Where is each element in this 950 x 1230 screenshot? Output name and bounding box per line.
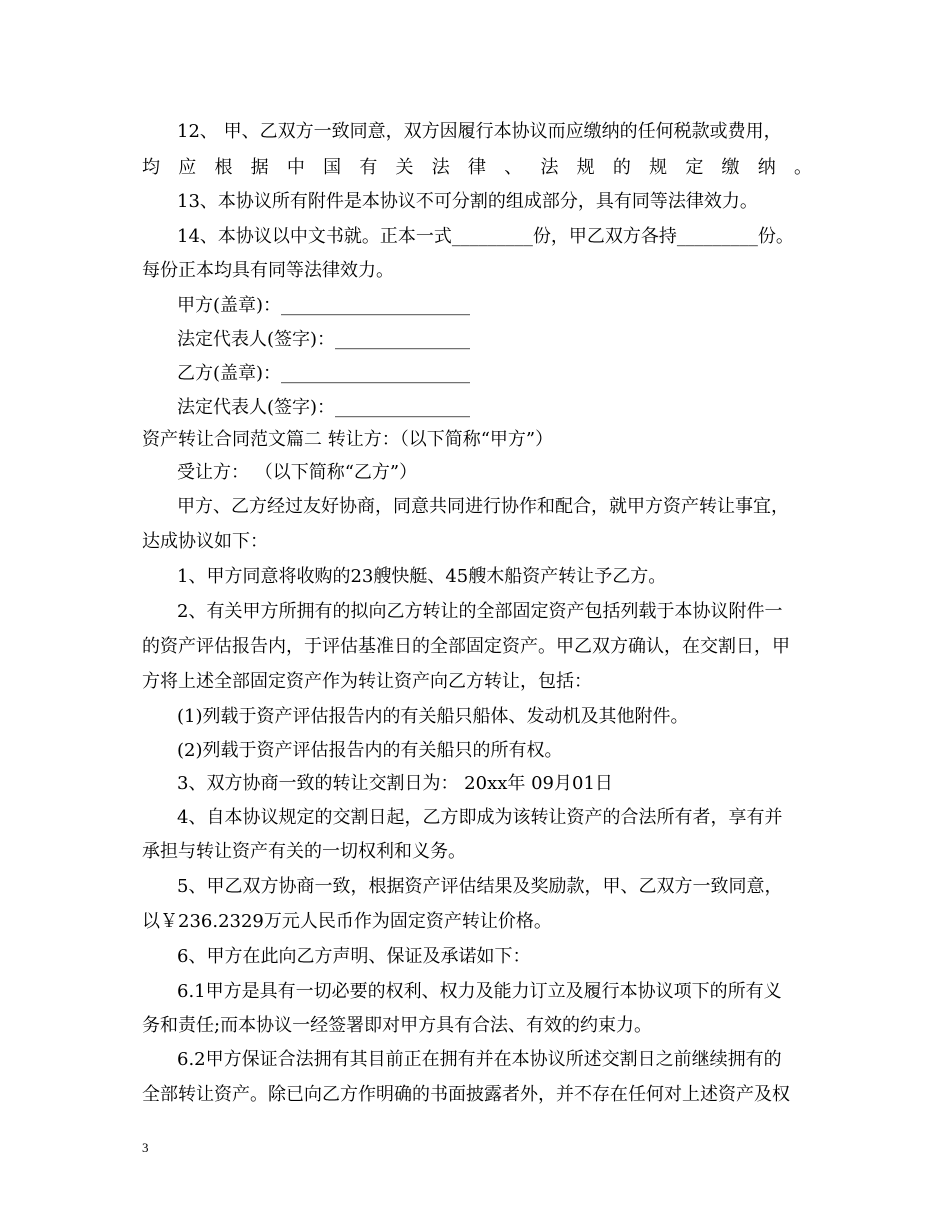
- text-line: (1)列载于资产评估报告内的有关船只船体、发动机及其他附件。: [177, 706, 689, 727]
- text-line: 全部转让资产。除已向乙方作明确的书面披露者外，并不存在任何对上述资产及权: [142, 1084, 790, 1105]
- text-line: 6.1甲方是具有一切必要的权利、权力及能力订立及履行本协议项下的所有义: [177, 981, 782, 1002]
- signature-line-party-a: 甲方(盖章)：_____________________: [177, 295, 471, 316]
- text-line: 受让方： （以下简称“乙方”）: [177, 462, 418, 483]
- text-line: 4、自本协议规定的交割日起，乙方即成为该转让资产的合法所有者，享有并: [177, 807, 783, 828]
- text-line: 1、甲方同意将收购的23艘快艇、45艘木船资产转让予乙方。: [177, 566, 667, 587]
- text-line: 6、甲方在此向乙方声明、保证及承诺如下：: [177, 946, 531, 967]
- text-line: 3、双方协商一致的转让交割日为： 20xx年 09月01日: [177, 773, 613, 794]
- section-heading: 资产转让合同范文篇二 转让方：（以下简称“甲方”）: [142, 429, 554, 450]
- signature-line-party-b: 乙方(盖章)：_____________________: [177, 363, 471, 384]
- page-number: 3: [142, 1140, 149, 1155]
- text-line: 达成协议如下：: [142, 531, 268, 552]
- text-line: 的资产评估报告内，于评估基准日的全部固定资产。甲乙双方确认，在交割日，甲: [142, 636, 790, 657]
- text-line: 方将上述全部固定资产作为转让资产向乙方转让，包括：: [142, 671, 592, 692]
- text-line: 2、有关甲方所拥有的拟向乙方转让的全部固定资产包括列载于本协议附件一: [177, 601, 783, 622]
- text-line: (2)列载于资产评估报告内的有关船只的所有权。: [177, 740, 563, 761]
- text-line: 均应根据中国有关法律、法规的规定缴纳。: [142, 157, 812, 178]
- text-line: 13、本协议所有附件是本协议不可分割的组成部分，具有同等法律效力。: [177, 191, 758, 212]
- text-line: 承担与转让资产有关的一切权利和义务。: [142, 841, 466, 862]
- signature-line-representative-a: 法定代表人(签字)：_______________: [177, 329, 471, 350]
- text-line: 以￥236.2329万元人民币作为固定资产转让价格。: [142, 911, 552, 932]
- text-line: 每份正本均具有同等法律效力。: [142, 260, 394, 281]
- text-line: 14、本协议以中文书就。正本一式_________份，甲乙双方各持_________份。: [177, 226, 794, 247]
- text-line: 5、甲乙双方协商一致，根据资产评估结果及奖励款，甲、乙双方一致同意，: [177, 876, 783, 897]
- text-line: 甲方、乙方经过友好协商，同意共同进行协作和配合，就甲方资产转让事宜，: [177, 496, 789, 517]
- text-line: 12、 甲、乙双方一致同意，双方因履行本协议而应缴纳的任何税款或费用，: [177, 121, 782, 142]
- text-line: 6.2甲方保证合法拥有其目前正在拥有并在本协议所述交割日之前继续拥有的: [177, 1049, 782, 1070]
- text-line: 务和责任;而本协议一经签署即对甲方具有合法、有效的约束力。: [142, 1015, 653, 1036]
- signature-line-representative-b: 法定代表人(签字)：_______________: [177, 397, 471, 418]
